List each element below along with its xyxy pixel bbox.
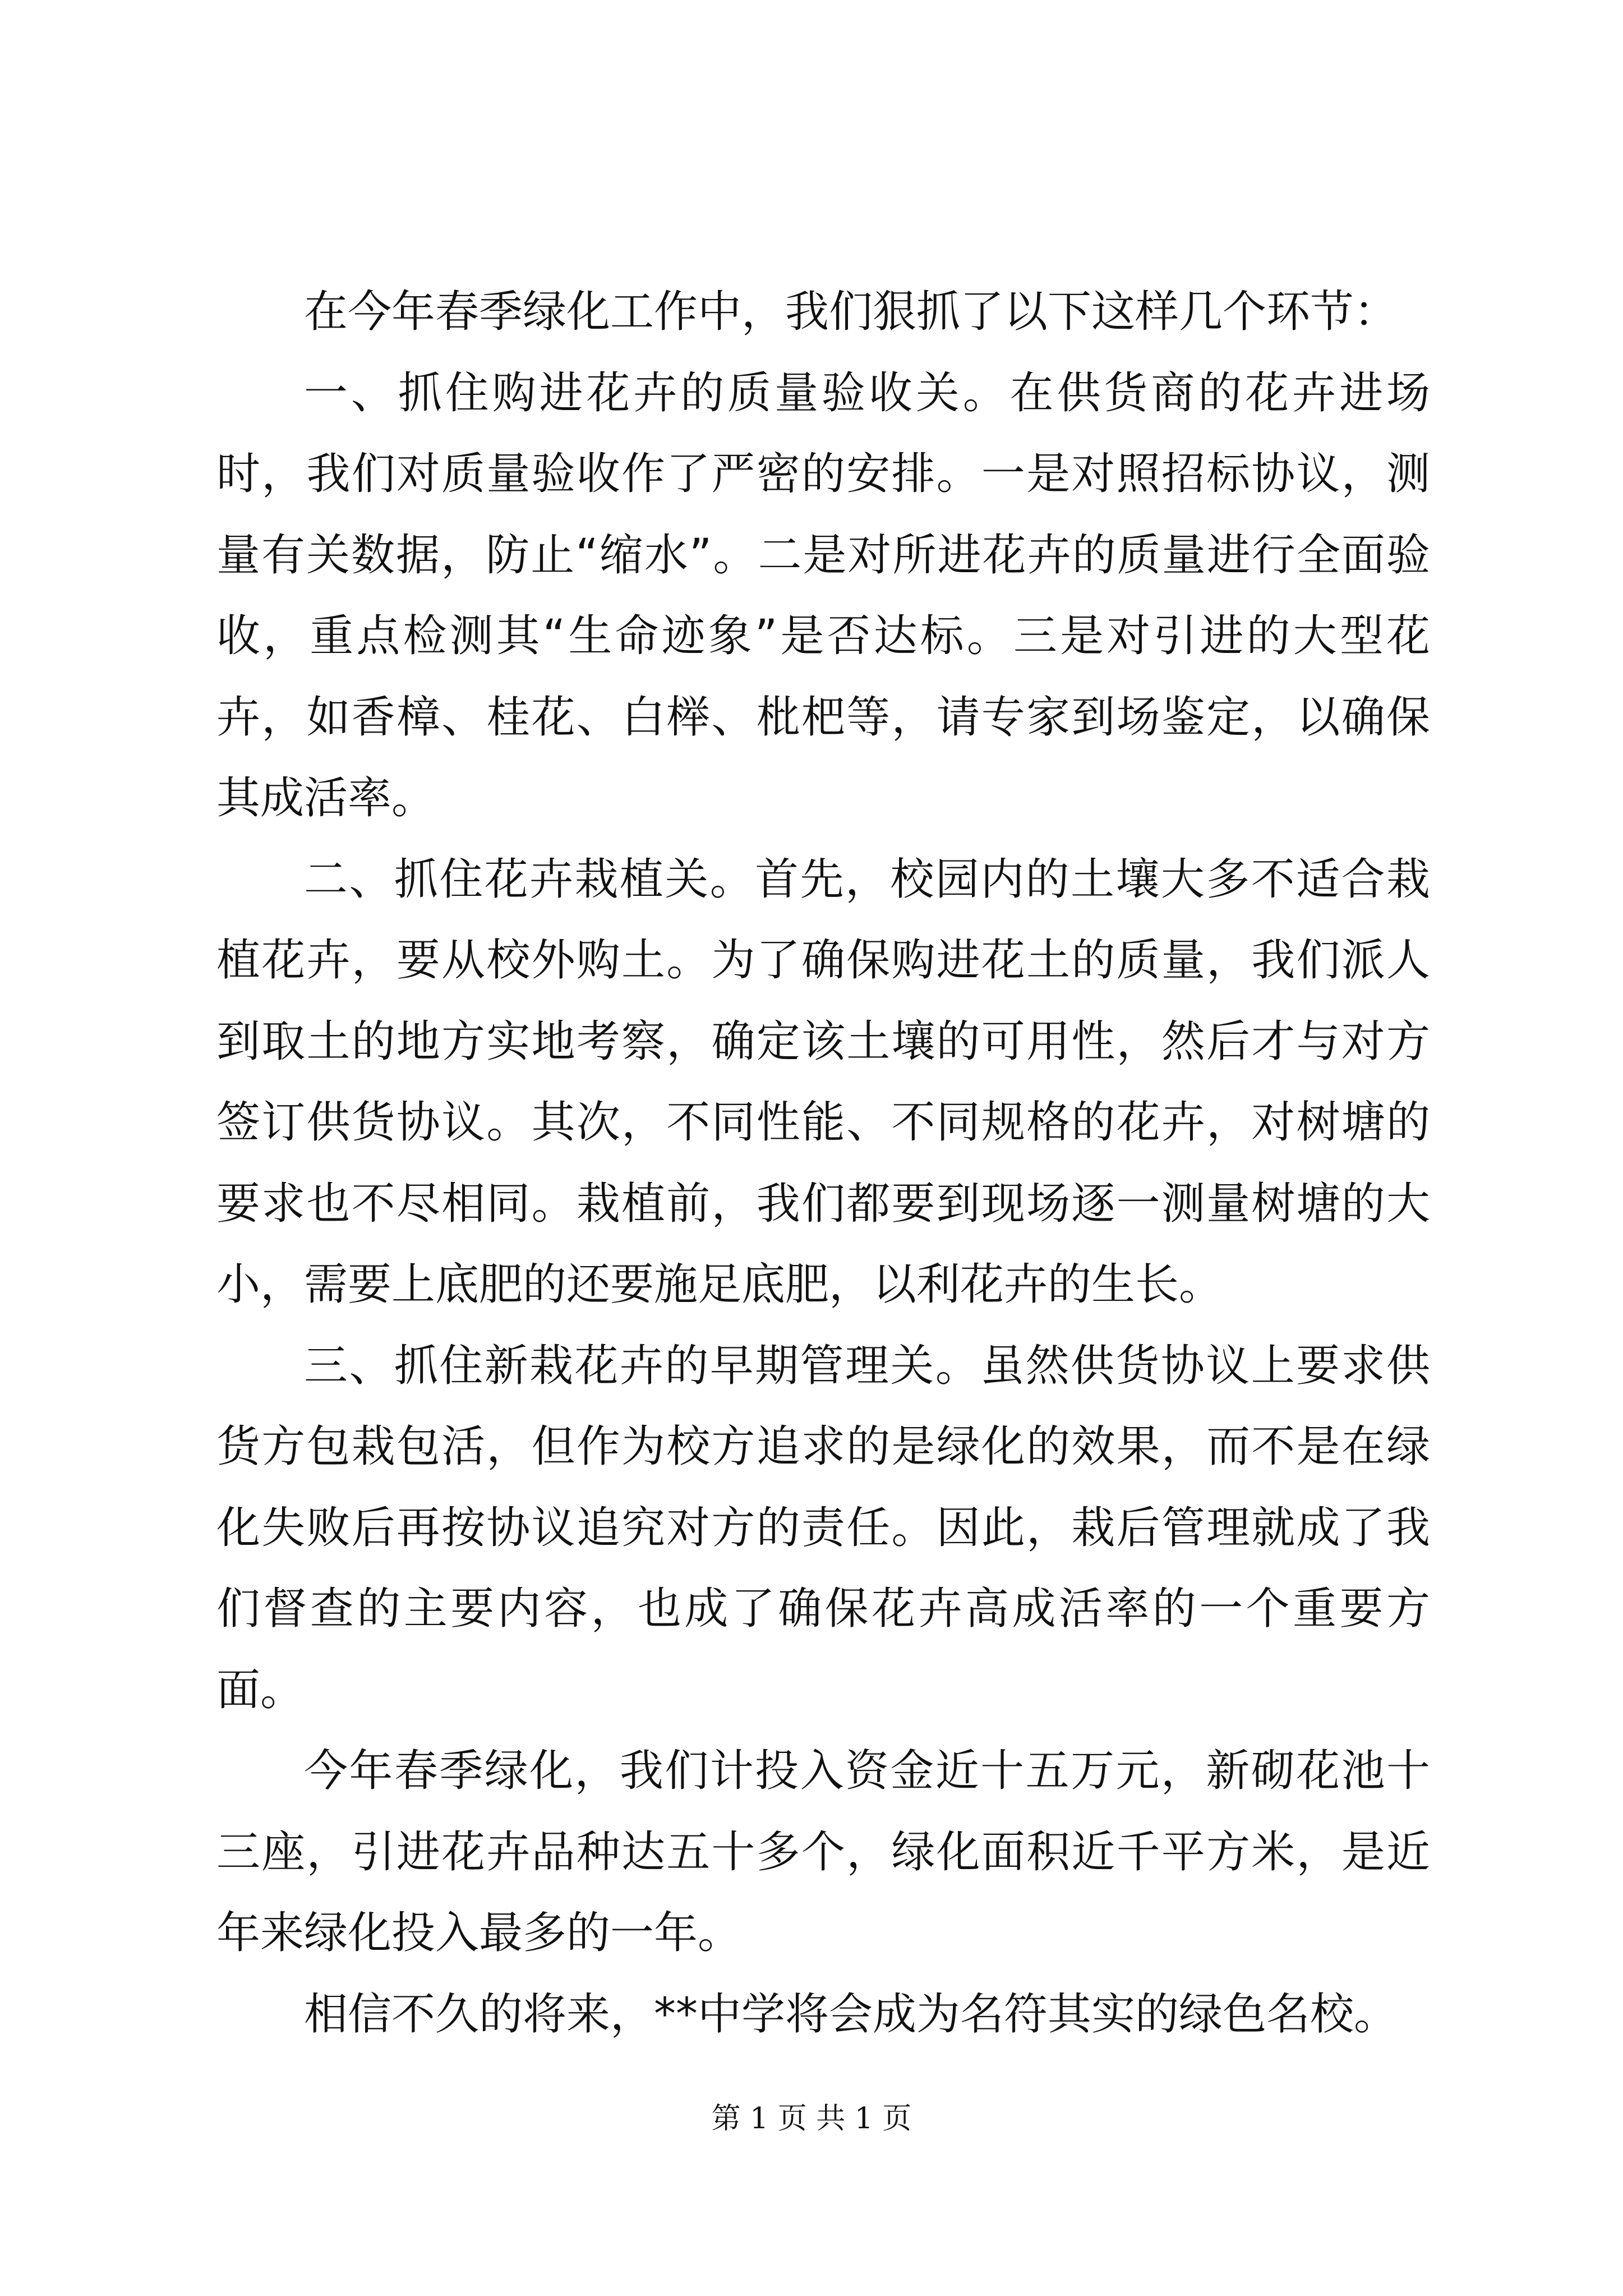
page-number-footer: 第 1 页 共 1 页 [711,2102,912,2136]
paragraph-conclusion: 相信不久的将来，**中学将会成为名符其实的绿色名校。 [304,1989,1398,2040]
paragraph-intro: 在今年春季绿化工作中，我们狠抓了以下这样几个环节： [304,287,1398,337]
document-body [216,272,1430,2055]
paragraph-early-management: 三、抓住新栽花卉的早期管理关。虽然供货协议上要求供货方包栽包活，但作为校方追求的是绿化的效果，而不是在绿化失败后再按协议追究对方的责任。因此，栽后管理就成了我们督查的主要内容，也成了确保花卉高成活率的一个重要方面。 [216,1340,1430,1715]
paragraph-investment-summary: 今年春季绿化，我们计投入资金近十五万元，新砌花池十三座，引进花卉品种达五十多个，绿化面积近千平方米，是近年来绿化投入最多的一年。 [216,1746,1430,1958]
paragraph-quality-inspection: 一、抓住购进花卉的质量验收关。在供货商的花卉进场时，我们对质量验收作了严密的安排。一是对照招标协议，测量有关数据，防止“缩水”。二是对所进花卉的质量进行全面验收，重点检测其“生命迹象”是否达标。三是对引进的大型花卉，如香樟、桂花、白榉、枇杷等，请专家到场鉴定，以确保其成活率。 [216,367,1430,823]
paragraph-planting: 二、抓住花卉栽植关。首先，校园内的土壤大多不适合栽植花卉，要从校外购土。为了确保购进花土的质量，我们派人到取土的地方实地考察，确定该土壤的可用性，然后才与对方签订供货协议。其次，不同性能、不同规格的花卉，对树塘的要求也不尽相同。栽植前，我们都要到现场逐一测量树塘的大小，需要上底肥的还要施足底肥，以利花卉的生长。 [216,854,1430,1310]
